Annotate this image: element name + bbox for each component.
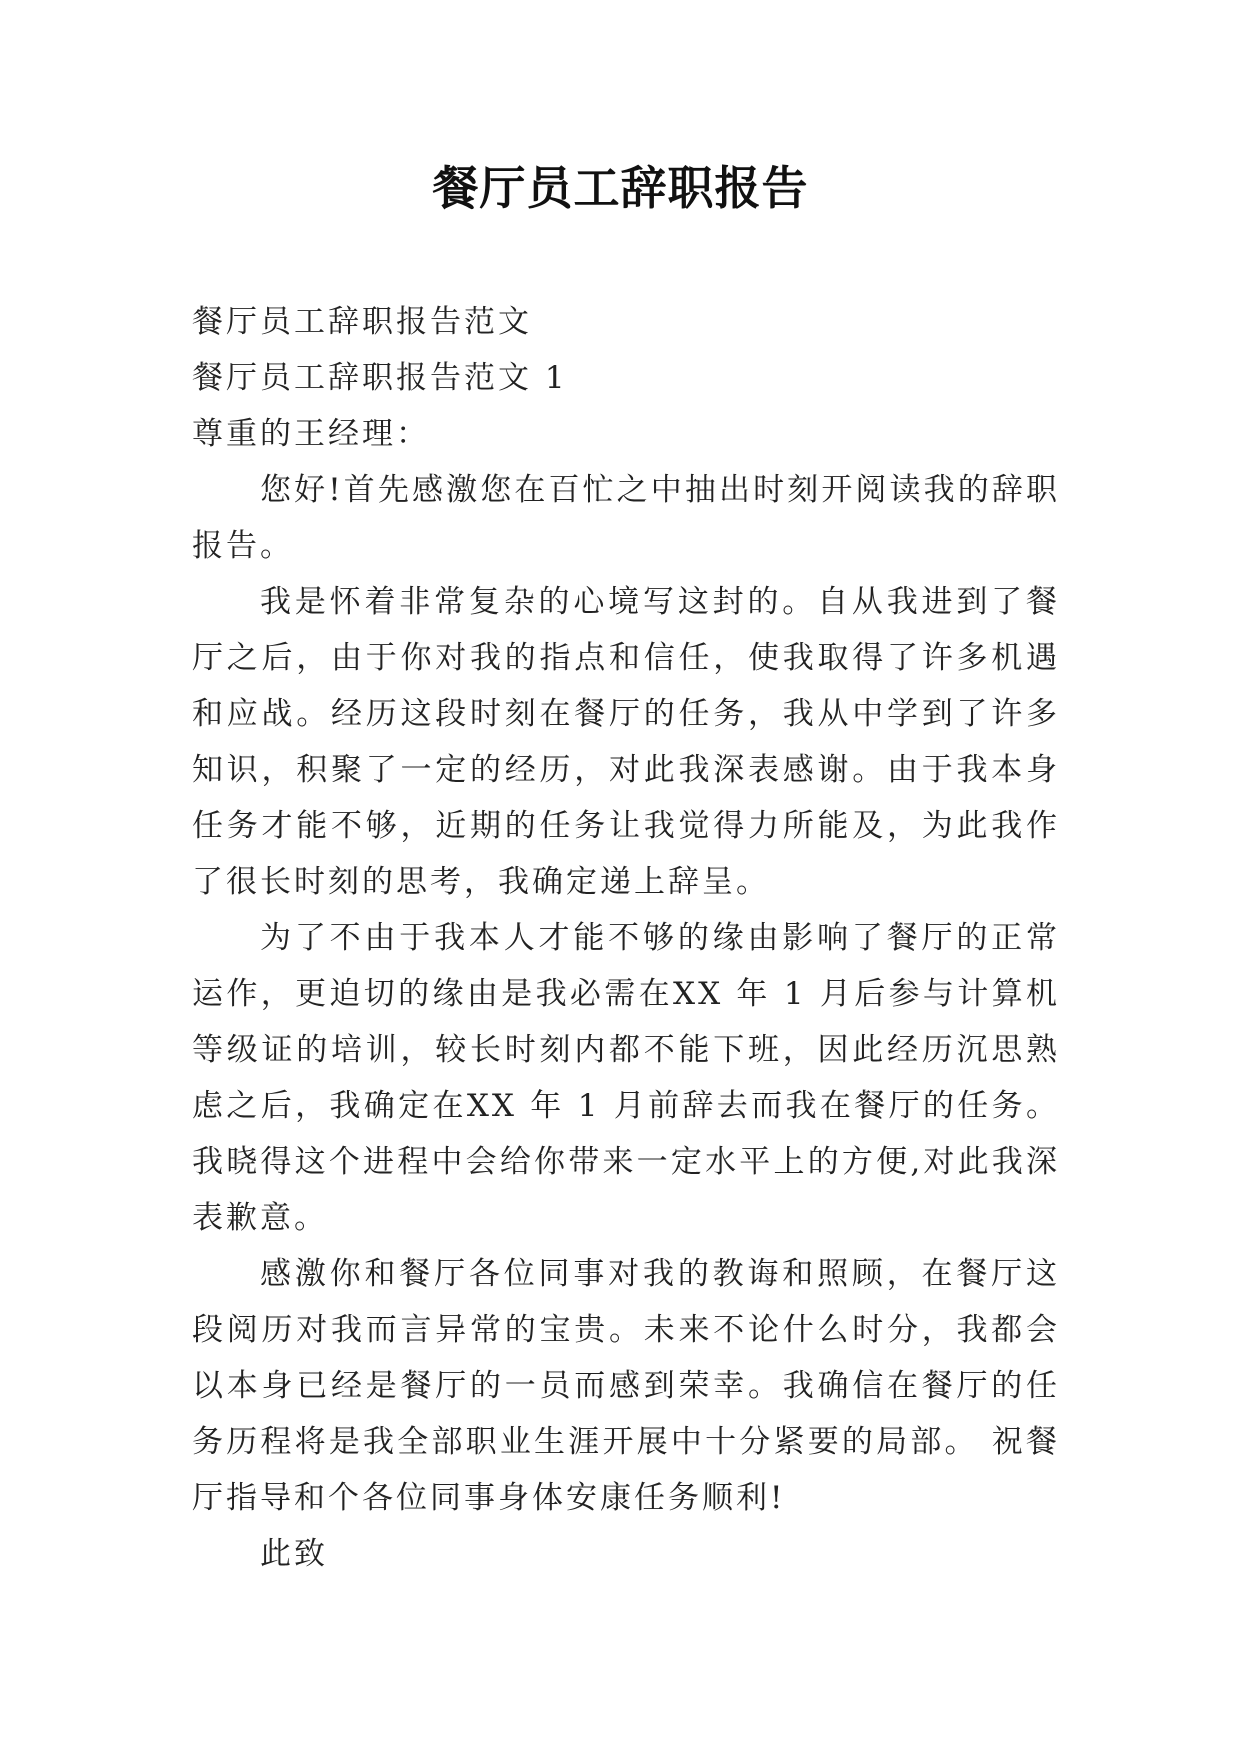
document-body xyxy=(192,294,1060,1582)
section-heading: 餐厅员工辞职报告范文 1 xyxy=(192,360,568,396)
paragraph-thanks: 感激你和餐厅各位同事对我的教诲和照顾，在餐厅这段阅历对我而言异常的宝贵。未来不论什么时分，我都会以本身已经是餐厅的一员而感到荣幸。我确信在餐厅的任务历程将是我全部职业生涯开展中十分紧要的局部。 祝餐厅指导和个各位同事身体安康任务顺利! xyxy=(192,1256,1060,1516)
document-subtitle: 餐厅员工辞职报告范文 xyxy=(192,304,532,340)
closing-phrase: 此致 xyxy=(260,1536,328,1572)
salutation: 尊重的王经理： xyxy=(192,416,430,452)
paragraph-greeting: 您好!首先感激您在百忙之中抽出时刻开阅读我的辞职报告。 xyxy=(192,472,1060,564)
paragraph-plan: 为了不由于我本人才能不够的缘由影响了餐厅的正常运作，更迫切的缘由是我必需在XX 年 1 月后参与计算机等级证的培训，较长时刻内都不能下班，因此经历沉思熟虑之后，我确定在XX 年 1 月前辞去而我在餐厅的任务。我晓得这个进程中会给你带来一定水平上的方便,对此我深表歉意。 xyxy=(192,920,1060,1236)
paragraph-reason: 我是怀着非常复杂的心境写这封的。自从我进到了餐厅之后，由于你对我的指点和信任，使我取得了许多机遇和应战。经历这段时刻在餐厅的任务，我从中学到了许多知识，积聚了一定的经历，对此我深表感谢。由于我本身任务才能不够，近期的任务让我觉得力所能及，为此我作了很长时刻的思考，我确定递上辞呈。 xyxy=(192,584,1060,900)
document-title: 餐厅员工辞职报告 xyxy=(432,161,809,215)
